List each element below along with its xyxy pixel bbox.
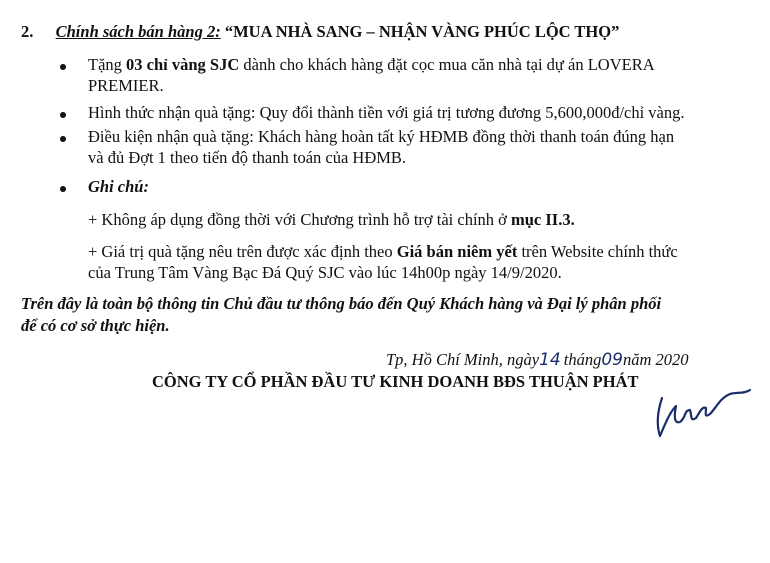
section-number: 2. — [21, 22, 34, 41]
dateline-day: 14 — [539, 350, 561, 370]
section-title: Chính sách bán hàng 2: — [55, 22, 221, 41]
company-name: CÔNG TY CỔ PHẦN ĐẦU TƯ KINH DOANH BĐS THUẬN PHÁT — [152, 372, 639, 391]
note-item-1-text: + Không áp dụng đồng thời với Chương trình hỗ trợ tài chính ở — [88, 210, 512, 229]
note-item-1-bold: mục II.3. — [511, 210, 575, 229]
bullet-dot — [60, 112, 66, 118]
bullet-1-text-cont: dành cho khách hàng đặt cọc mua căn nhà tại dự án LOVERA — [239, 55, 655, 74]
bullet-1-text: Tặng — [88, 55, 127, 74]
bullet-1-line-2: PREMIER. — [88, 76, 164, 95]
note-item-1 — [88, 210, 575, 230]
dateline-year: năm 2020 — [622, 350, 689, 369]
note-item-2-bold: Giá bán niêm yết — [396, 242, 518, 261]
closing-line-1: Trên đây là toàn bộ thông tin Chủ đầu tư thông báo đến Quý Khách hàng và Đại lý phân phối — [21, 294, 662, 313]
bullet-3-line-2: và đủ Đợt 1 theo tiến độ thanh toán của HĐMB. — [88, 148, 407, 167]
bullet-3-line-1: Điều kiện nhận quà tặng: Khách hàng hoàn tất ký HĐMB đồng thời thanh toán đúng hạn — [88, 127, 675, 146]
dateline-place: Tp, Hồ Chí Minh, ngày — [386, 350, 540, 369]
note-item-2-line-2: của Trung Tâm Vàng Bạc Đá Quý SJC vào lúc 14h00p ngày 14/9/2020. — [88, 263, 562, 282]
signature-image — [640, 384, 760, 444]
bullet-2-text: Hình thức nhận quà tặng: Quy đổi thành tiền với giá trị tương đương 5,600,000đ/chỉ vàng. — [88, 103, 685, 122]
closing-line-2: để có cơ sở thực hiện. — [21, 316, 170, 335]
bullet-dot — [60, 136, 66, 142]
section-heading — [21, 22, 619, 42]
dateline-month-label: tháng — [563, 350, 602, 369]
bullet-dot — [60, 186, 66, 192]
section-quote: “MUA NHÀ SANG – NHẬN VÀNG PHÚC LỘC THỌ” — [224, 22, 620, 41]
dateline — [386, 350, 689, 370]
dateline-month: 09 — [601, 350, 623, 370]
bullet-1-bold: 03 chỉ vàng SJC — [126, 55, 240, 74]
bullet-1-line-1 — [88, 55, 655, 75]
note-label: Ghi chú: — [88, 177, 149, 196]
note-item-2-text: + Giá trị quà tặng nêu trên được xác định theo — [88, 242, 397, 261]
note-item-2-text-cont: trên Website chính thức — [517, 242, 678, 261]
note-item-2-line-1 — [88, 242, 678, 262]
bullet-dot — [60, 64, 66, 70]
